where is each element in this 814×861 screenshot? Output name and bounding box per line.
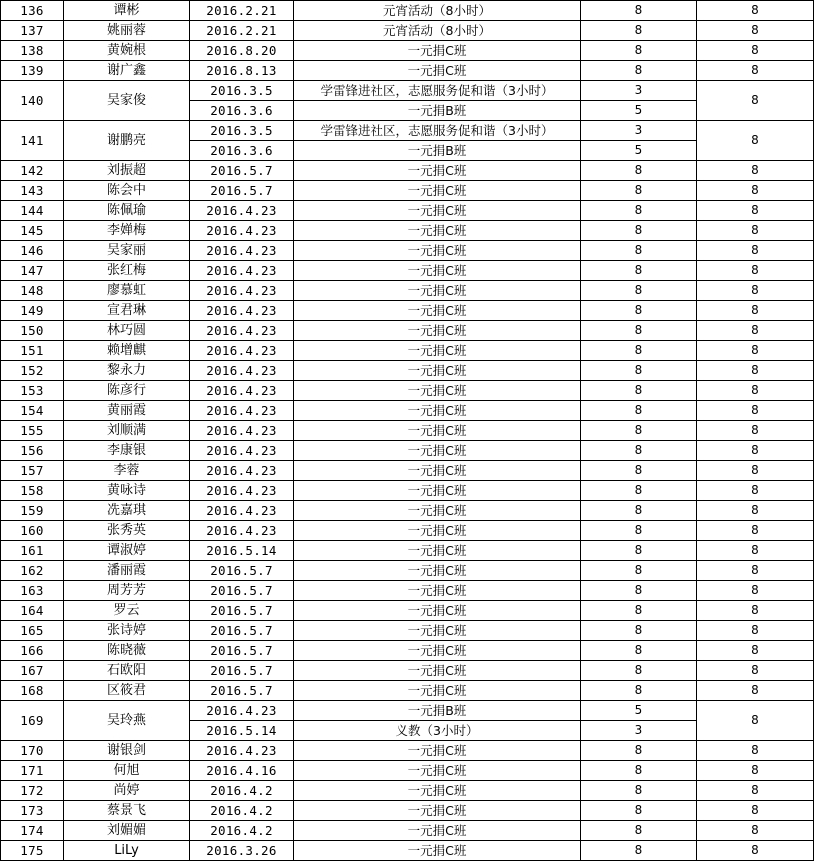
date-cell: 2016.3.26 xyxy=(190,841,294,861)
total-hours-cell: 8 xyxy=(697,241,814,261)
hours-cell: 8 xyxy=(581,561,697,581)
activity-cell: 一元捐C班 xyxy=(294,261,581,281)
name-cell: 潘丽霞 xyxy=(64,561,190,581)
row-number-cell: 163 xyxy=(1,581,64,601)
name-cell: 谢鹏亮 xyxy=(64,121,190,161)
name-cell: 黎永力 xyxy=(64,361,190,381)
name-cell: 吴家俊 xyxy=(64,81,190,121)
total-hours-cell: 8 xyxy=(697,421,814,441)
row-number-cell: 162 xyxy=(1,561,64,581)
activity-cell: 一元捐C班 xyxy=(294,681,581,701)
activity-cell: 一元捐C班 xyxy=(294,401,581,421)
hours-cell: 8 xyxy=(581,741,697,761)
hours-cell: 8 xyxy=(581,41,697,61)
hours-cell: 8 xyxy=(581,161,697,181)
row-number-cell: 167 xyxy=(1,661,64,681)
activity-cell: 一元捐C班 xyxy=(294,61,581,81)
activity-cell: 学雷锋进社区，志愿服务促和谐（3小时） xyxy=(294,121,581,141)
date-cell: 2016.5.7 xyxy=(190,561,294,581)
date-cell: 2016.4.23 xyxy=(190,701,294,721)
row-number-cell: 174 xyxy=(1,821,64,841)
table-row xyxy=(1,541,814,561)
name-cell: 赖增麒 xyxy=(64,341,190,361)
hours-cell: 8 xyxy=(581,181,697,201)
row-number-cell: 138 xyxy=(1,41,64,61)
table-row xyxy=(1,521,814,541)
activity-cell: 一元捐C班 xyxy=(294,521,581,541)
hours-cell: 8 xyxy=(581,601,697,621)
hours-cell: 8 xyxy=(581,421,697,441)
name-cell: 谭彬 xyxy=(64,1,190,21)
total-hours-cell: 8 xyxy=(697,181,814,201)
name-cell: 陈佩瑜 xyxy=(64,201,190,221)
hours-cell: 3 xyxy=(581,121,697,141)
activity-cell: 一元捐C班 xyxy=(294,821,581,841)
row-number-cell: 171 xyxy=(1,761,64,781)
row-number-cell: 164 xyxy=(1,601,64,621)
row-number-cell: 142 xyxy=(1,161,64,181)
total-hours-cell: 8 xyxy=(697,661,814,681)
total-hours-cell: 8 xyxy=(697,41,814,61)
date-cell: 2016.4.23 xyxy=(190,401,294,421)
activity-cell: 一元捐C班 xyxy=(294,461,581,481)
hours-cell: 8 xyxy=(581,801,697,821)
activity-cell: 元宵活动（8小时） xyxy=(294,21,581,41)
activity-cell: 一元捐C班 xyxy=(294,421,581,441)
row-number-cell: 159 xyxy=(1,501,64,521)
total-hours-cell: 8 xyxy=(697,401,814,421)
activity-cell: 一元捐C班 xyxy=(294,581,581,601)
activity-cell: 一元捐C班 xyxy=(294,841,581,861)
name-cell: 黄婉根 xyxy=(64,41,190,61)
activity-cell: 一元捐C班 xyxy=(294,221,581,241)
table-row xyxy=(1,1,814,21)
date-cell: 2016.4.16 xyxy=(190,761,294,781)
total-hours-cell: 8 xyxy=(697,221,814,241)
name-cell: 黄咏诗 xyxy=(64,481,190,501)
hours-cell: 8 xyxy=(581,821,697,841)
date-cell: 2016.4.23 xyxy=(190,381,294,401)
total-hours-cell: 8 xyxy=(697,161,814,181)
total-hours-cell: 8 xyxy=(697,681,814,701)
table-row xyxy=(1,701,814,721)
row-number-cell: 169 xyxy=(1,701,64,741)
total-hours-cell: 8 xyxy=(697,121,814,161)
name-cell: 罗云 xyxy=(64,601,190,621)
date-cell: 2016.4.23 xyxy=(190,241,294,261)
table-row xyxy=(1,61,814,81)
date-cell: 2016.5.7 xyxy=(190,681,294,701)
date-cell: 2016.5.7 xyxy=(190,641,294,661)
activity-cell: 一元捐C班 xyxy=(294,181,581,201)
hours-cell: 8 xyxy=(581,541,697,561)
total-hours-cell: 8 xyxy=(697,321,814,341)
hours-cell: 8 xyxy=(581,761,697,781)
table-row xyxy=(1,341,814,361)
hours-cell: 8 xyxy=(581,641,697,661)
table-row xyxy=(1,221,814,241)
hours-cell: 8 xyxy=(581,381,697,401)
total-hours-cell: 8 xyxy=(697,621,814,641)
date-cell: 2016.4.23 xyxy=(190,461,294,481)
name-cell: 李康银 xyxy=(64,441,190,461)
activity-cell: 一元捐C班 xyxy=(294,481,581,501)
hours-cell: 8 xyxy=(581,581,697,601)
name-cell: 张秀英 xyxy=(64,521,190,541)
row-number-cell: 161 xyxy=(1,541,64,561)
table-row xyxy=(1,21,814,41)
date-cell: 2016.5.14 xyxy=(190,721,294,741)
name-cell: 黄丽霞 xyxy=(64,401,190,421)
date-cell: 2016.4.23 xyxy=(190,261,294,281)
name-cell: 刘振超 xyxy=(64,161,190,181)
date-cell: 2016.4.23 xyxy=(190,221,294,241)
table-row xyxy=(1,401,814,421)
total-hours-cell: 8 xyxy=(697,261,814,281)
date-cell: 2016.4.2 xyxy=(190,821,294,841)
activity-cell: 一元捐C班 xyxy=(294,241,581,261)
name-cell: 陈晓薇 xyxy=(64,641,190,661)
table-row xyxy=(1,761,814,781)
hours-cell: 8 xyxy=(581,781,697,801)
hours-cell: 8 xyxy=(581,401,697,421)
hours-cell: 8 xyxy=(581,301,697,321)
table-row xyxy=(1,441,814,461)
total-hours-cell: 8 xyxy=(697,821,814,841)
row-number-cell: 145 xyxy=(1,221,64,241)
table-row xyxy=(1,41,814,61)
activity-cell: 一元捐C班 xyxy=(294,561,581,581)
activity-cell: 一元捐C班 xyxy=(294,341,581,361)
row-number-cell: 137 xyxy=(1,21,64,41)
total-hours-cell: 8 xyxy=(697,381,814,401)
total-hours-cell: 8 xyxy=(697,1,814,21)
table-row xyxy=(1,641,814,661)
row-number-cell: 172 xyxy=(1,781,64,801)
table-row xyxy=(1,681,814,701)
hours-cell: 3 xyxy=(581,721,697,741)
table-row xyxy=(1,281,814,301)
total-hours-cell: 8 xyxy=(697,701,814,741)
row-number-cell: 154 xyxy=(1,401,64,421)
total-hours-cell: 8 xyxy=(697,481,814,501)
hours-cell: 8 xyxy=(581,341,697,361)
table-body xyxy=(1,1,814,861)
name-cell: 林巧圆 xyxy=(64,321,190,341)
activity-cell: 一元捐B班 xyxy=(294,141,581,161)
row-number-cell: 175 xyxy=(1,841,64,861)
date-cell: 2016.5.7 xyxy=(190,181,294,201)
date-cell: 2016.4.23 xyxy=(190,741,294,761)
table-row xyxy=(1,561,814,581)
hours-cell: 8 xyxy=(581,241,697,261)
row-number-cell: 151 xyxy=(1,341,64,361)
total-hours-cell: 8 xyxy=(697,461,814,481)
date-cell: 2016.3.5 xyxy=(190,81,294,101)
name-cell: 石欧阳 xyxy=(64,661,190,681)
row-number-cell: 153 xyxy=(1,381,64,401)
table-row xyxy=(1,601,814,621)
date-cell: 2016.2.21 xyxy=(190,21,294,41)
name-cell: LiLy xyxy=(64,841,190,861)
date-cell: 2016.5.14 xyxy=(190,541,294,561)
total-hours-cell: 8 xyxy=(697,521,814,541)
date-cell: 2016.3.5 xyxy=(190,121,294,141)
hours-cell: 5 xyxy=(581,141,697,161)
table-row xyxy=(1,261,814,281)
hours-cell: 8 xyxy=(581,481,697,501)
table-row xyxy=(1,481,814,501)
table-row xyxy=(1,201,814,221)
row-number-cell: 140 xyxy=(1,81,64,121)
row-number-cell: 150 xyxy=(1,321,64,341)
activity-cell: 一元捐C班 xyxy=(294,441,581,461)
name-cell: 吴玲燕 xyxy=(64,701,190,741)
hours-cell: 3 xyxy=(581,81,697,101)
table-row xyxy=(1,421,814,441)
table-row xyxy=(1,301,814,321)
date-cell: 2016.4.23 xyxy=(190,281,294,301)
row-number-cell: 149 xyxy=(1,301,64,321)
total-hours-cell: 8 xyxy=(697,281,814,301)
name-cell: 谭淑婷 xyxy=(64,541,190,561)
row-number-cell: 168 xyxy=(1,681,64,701)
hours-cell: 8 xyxy=(581,221,697,241)
name-cell: 陈彦行 xyxy=(64,381,190,401)
hours-cell: 8 xyxy=(581,681,697,701)
total-hours-cell: 8 xyxy=(697,441,814,461)
name-cell: 冼嘉琪 xyxy=(64,501,190,521)
name-cell: 蔡景飞 xyxy=(64,801,190,821)
name-cell: 李婵梅 xyxy=(64,221,190,241)
total-hours-cell: 8 xyxy=(697,81,814,121)
total-hours-cell: 8 xyxy=(697,601,814,621)
activity-cell: 一元捐C班 xyxy=(294,781,581,801)
name-cell: 谢广鑫 xyxy=(64,61,190,81)
activity-cell: 学雷锋进社区，志愿服务促和谐（3小时） xyxy=(294,81,581,101)
total-hours-cell: 8 xyxy=(697,561,814,581)
date-cell: 2016.4.23 xyxy=(190,441,294,461)
row-number-cell: 144 xyxy=(1,201,64,221)
date-cell: 2016.3.6 xyxy=(190,141,294,161)
name-cell: 刘顺满 xyxy=(64,421,190,441)
total-hours-cell: 8 xyxy=(697,201,814,221)
date-cell: 2016.4.2 xyxy=(190,781,294,801)
date-cell: 2016.4.23 xyxy=(190,341,294,361)
activity-cell: 一元捐C班 xyxy=(294,621,581,641)
row-number-cell: 141 xyxy=(1,121,64,161)
row-number-cell: 160 xyxy=(1,521,64,541)
date-cell: 2016.4.23 xyxy=(190,361,294,381)
total-hours-cell: 8 xyxy=(697,21,814,41)
row-number-cell: 139 xyxy=(1,61,64,81)
date-cell: 2016.4.23 xyxy=(190,481,294,501)
name-cell: 区筱君 xyxy=(64,681,190,701)
date-cell: 2016.4.23 xyxy=(190,501,294,521)
name-cell: 李蓉 xyxy=(64,461,190,481)
table-row xyxy=(1,781,814,801)
activity-cell: 一元捐C班 xyxy=(294,41,581,61)
hours-cell: 8 xyxy=(581,841,697,861)
table-row xyxy=(1,181,814,201)
date-cell: 2016.5.7 xyxy=(190,161,294,181)
table-row xyxy=(1,841,814,861)
table-row xyxy=(1,821,814,841)
total-hours-cell: 8 xyxy=(697,361,814,381)
table-row xyxy=(1,381,814,401)
total-hours-cell: 8 xyxy=(697,741,814,761)
date-cell: 2016.4.23 xyxy=(190,301,294,321)
activity-cell: 一元捐C班 xyxy=(294,661,581,681)
hours-cell: 8 xyxy=(581,201,697,221)
activity-cell: 一元捐C班 xyxy=(294,281,581,301)
table-row xyxy=(1,321,814,341)
name-cell: 陈会中 xyxy=(64,181,190,201)
total-hours-cell: 8 xyxy=(697,841,814,861)
date-cell: 2016.8.13 xyxy=(190,61,294,81)
activity-cell: 一元捐C班 xyxy=(294,801,581,821)
name-cell: 刘媚媚 xyxy=(64,821,190,841)
total-hours-cell: 8 xyxy=(697,641,814,661)
name-cell: 谢银剑 xyxy=(64,741,190,761)
row-number-cell: 165 xyxy=(1,621,64,641)
table-row xyxy=(1,161,814,181)
total-hours-cell: 8 xyxy=(697,541,814,561)
total-hours-cell: 8 xyxy=(697,581,814,601)
row-number-cell: 170 xyxy=(1,741,64,761)
table-row xyxy=(1,621,814,641)
date-cell: 2016.5.7 xyxy=(190,601,294,621)
row-number-cell: 173 xyxy=(1,801,64,821)
name-cell: 姚丽蓉 xyxy=(64,21,190,41)
row-number-cell: 148 xyxy=(1,281,64,301)
activity-cell: 一元捐C班 xyxy=(294,321,581,341)
hours-cell: 8 xyxy=(581,361,697,381)
hours-cell: 8 xyxy=(581,1,697,21)
name-cell: 张红梅 xyxy=(64,261,190,281)
hours-cell: 8 xyxy=(581,441,697,461)
activity-cell: 一元捐C班 xyxy=(294,641,581,661)
activity-cell: 一元捐C班 xyxy=(294,601,581,621)
row-number-cell: 143 xyxy=(1,181,64,201)
table-row xyxy=(1,501,814,521)
activity-cell: 一元捐C班 xyxy=(294,541,581,561)
row-number-cell: 158 xyxy=(1,481,64,501)
date-cell: 2016.5.7 xyxy=(190,621,294,641)
table-row xyxy=(1,801,814,821)
activity-cell: 一元捐B班 xyxy=(294,101,581,121)
total-hours-cell: 8 xyxy=(697,761,814,781)
hours-cell: 8 xyxy=(581,21,697,41)
row-number-cell: 146 xyxy=(1,241,64,261)
hours-cell: 5 xyxy=(581,701,697,721)
row-number-cell: 166 xyxy=(1,641,64,661)
table-row xyxy=(1,661,814,681)
date-cell: 2016.3.6 xyxy=(190,101,294,121)
hours-cell: 8 xyxy=(581,461,697,481)
date-cell: 2016.4.23 xyxy=(190,421,294,441)
hours-cell: 8 xyxy=(581,621,697,641)
activity-cell: 一元捐C班 xyxy=(294,301,581,321)
activity-cell: 义教（3小时） xyxy=(294,721,581,741)
row-number-cell: 136 xyxy=(1,1,64,21)
date-cell: 2016.4.23 xyxy=(190,201,294,221)
row-number-cell: 147 xyxy=(1,261,64,281)
hours-cell: 8 xyxy=(581,321,697,341)
date-cell: 2016.2.21 xyxy=(190,1,294,21)
total-hours-cell: 8 xyxy=(697,301,814,321)
hours-cell: 8 xyxy=(581,261,697,281)
activity-cell: 一元捐C班 xyxy=(294,741,581,761)
total-hours-cell: 8 xyxy=(697,61,814,81)
total-hours-cell: 8 xyxy=(697,501,814,521)
hours-cell: 5 xyxy=(581,101,697,121)
row-number-cell: 152 xyxy=(1,361,64,381)
hours-cell: 8 xyxy=(581,281,697,301)
name-cell: 尚婷 xyxy=(64,781,190,801)
date-cell: 2016.5.7 xyxy=(190,661,294,681)
row-number-cell: 157 xyxy=(1,461,64,481)
table-row xyxy=(1,121,814,141)
table-row xyxy=(1,361,814,381)
hours-cell: 8 xyxy=(581,501,697,521)
activity-cell: 元宵活动（8小时） xyxy=(294,1,581,21)
date-cell: 2016.4.2 xyxy=(190,801,294,821)
name-cell: 廖慕虹 xyxy=(64,281,190,301)
hours-cell: 8 xyxy=(581,661,697,681)
hours-cell: 8 xyxy=(581,521,697,541)
activity-cell: 一元捐C班 xyxy=(294,161,581,181)
name-cell: 宣君琳 xyxy=(64,301,190,321)
activity-cell: 一元捐C班 xyxy=(294,201,581,221)
activity-cell: 一元捐B班 xyxy=(294,701,581,721)
name-cell: 周芳芳 xyxy=(64,581,190,601)
date-cell: 2016.4.23 xyxy=(190,321,294,341)
date-cell: 2016.8.20 xyxy=(190,41,294,61)
row-number-cell: 156 xyxy=(1,441,64,461)
name-cell: 吴家丽 xyxy=(64,241,190,261)
row-number-cell: 155 xyxy=(1,421,64,441)
total-hours-cell: 8 xyxy=(697,801,814,821)
total-hours-cell: 8 xyxy=(697,781,814,801)
name-cell: 何旭 xyxy=(64,761,190,781)
table-row xyxy=(1,241,814,261)
hours-cell: 8 xyxy=(581,61,697,81)
date-cell: 2016.5.7 xyxy=(190,581,294,601)
table-row xyxy=(1,741,814,761)
table-row xyxy=(1,81,814,101)
total-hours-cell: 8 xyxy=(697,341,814,361)
activity-cell: 一元捐C班 xyxy=(294,761,581,781)
date-cell: 2016.4.23 xyxy=(190,521,294,541)
table-row xyxy=(1,581,814,601)
activity-cell: 一元捐C班 xyxy=(294,361,581,381)
activity-cell: 一元捐C班 xyxy=(294,381,581,401)
table-row xyxy=(1,461,814,481)
activity-cell: 一元捐C班 xyxy=(294,501,581,521)
name-cell: 张诗婷 xyxy=(64,621,190,641)
